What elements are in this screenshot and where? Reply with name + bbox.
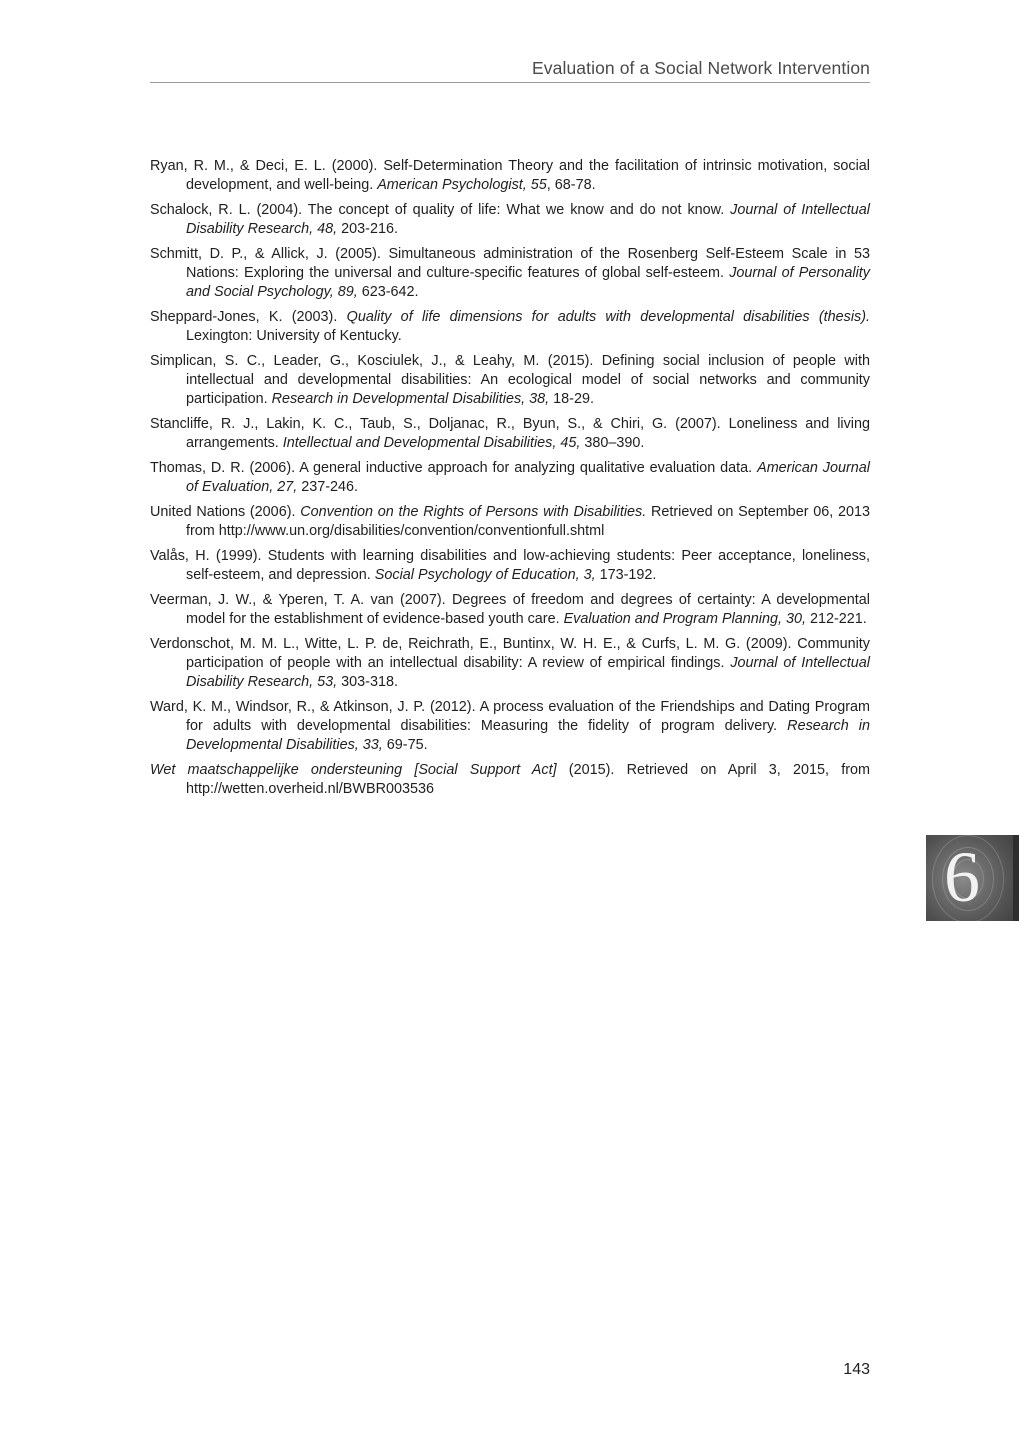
reference-text: Ward, K. M., Windsor, R., & Atkinson, J. P. (2012). A process evaluation of the Friendships and Dating Program for adults with developmental disabilities: Measuring the fidelity of program delivery. xyxy=(150,699,870,734)
reference-text: Schmitt, D. P., & Allick, J. (2005). Simultaneous administration of the Rosenberg Self-Esteem Scale in 53 Nations: Exploring the universal and culture-specific features of global self-esteem. xyxy=(150,246,870,281)
reference-source: Journal of Intellectual Disability Research, 53, xyxy=(186,655,871,690)
running-header: Evaluation of a Social Network Intervention xyxy=(532,58,870,78)
reference-source: Convention on the Rights of Persons with Disabilities. xyxy=(300,504,647,520)
page-number: 143 xyxy=(843,1361,870,1378)
reference-schalock-2004 xyxy=(150,201,870,239)
reference-wmo-2015 xyxy=(150,761,870,799)
reference-text: Stancliffe, R. J., Lakin, K. C., Taub, S., Doljanac, R., Byun, S., & Chiri, G. (2007). Loneliness and living arrangements. xyxy=(150,416,870,451)
reference-pages: 380–390. xyxy=(580,435,645,451)
reference-source: Social Psychology of Education, 3, xyxy=(374,567,596,583)
reference-verdonschot-2009 xyxy=(150,635,870,692)
reference-text: Simplican, S. C., Leader, G., Kosciulek, J., & Leahy, M. (2015). Defining social inclusion of people with intellectual and developmental disabilities: An ecological model of social networks and community participation. xyxy=(150,353,870,407)
reference-source: Journal of Intellectual Disability Research, 48, xyxy=(186,202,870,237)
chapter-number: 6 xyxy=(944,837,980,917)
tab-edge xyxy=(1013,835,1019,921)
reference-schmitt-allick-2005 xyxy=(150,245,870,302)
reference-source: Wet maatschappelijke ondersteuning [Social Support Act] xyxy=(150,762,557,778)
reference-text: Sheppard-Jones, K. (2003). xyxy=(150,309,347,325)
reference-pages: 18-29. xyxy=(549,391,594,407)
reference-text: Ryan, R. M., & Deci, E. L. (2000). Self-Determination Theory and the facilitation of intrinsic motivation, social development, and well-being. xyxy=(150,158,870,193)
reference-pages: (2015). Retrieved on April 3, 2015, from http://wetten.overheid.nl/BWBR003536 xyxy=(186,762,870,797)
reference-pages: 303-318. xyxy=(337,674,398,690)
reference-valas-1999 xyxy=(150,547,870,585)
reference-source: Research in Developmental Disabilities, 38, xyxy=(271,391,550,407)
reference-source: Evaluation and Program Planning, 30, xyxy=(563,611,806,627)
reference-thomas-2006 xyxy=(150,459,870,497)
reference-text: Veerman, J. W., & Yperen, T. A. van (2007). Degrees of freedom and degrees of certainty: A developmental model for the establishment of evidence-based youth care. xyxy=(150,592,870,627)
reference-text: Verdonschot, M. M. L., Witte, L. P. de, Reichrath, E., Buntinx, W. H. E., & Curfs, L. M. G. (2009). Community participation of people with an intellectual disability: A review of empirical findings. xyxy=(150,636,870,671)
reference-pages: 69-75. xyxy=(382,737,428,753)
reference-text: United Nations (2006). xyxy=(150,504,301,520)
reference-source: Journal of Personality and Social Psychology, 89, xyxy=(186,265,870,300)
reference-simplican-2015 xyxy=(150,352,870,409)
reference-pages: 237-246. xyxy=(297,479,359,495)
reference-text: Thomas, D. R. (2006). A general inductive approach for analyzing qualitative evaluation data. xyxy=(150,460,758,476)
chapter-tab xyxy=(926,835,1019,921)
header-rule xyxy=(150,82,870,83)
reference-pages: Retrieved on September 06, 2013 from http://www.un.org/disabilities/convention/conventionfull.shtml xyxy=(186,504,870,539)
reference-source: Quality of life dimensions for adults with developmental disabilities (thesis). xyxy=(346,309,870,325)
reference-pages: 212-221. xyxy=(805,611,867,627)
reference-source: Research in Developmental Disabilities, 33, xyxy=(186,718,870,753)
reference-united-nations-2006 xyxy=(150,503,870,541)
reference-text: Valås, H. (1999). Students with learning disabilities and low-achieving students: Peer acceptance, loneliness, self-esteem, and depression. xyxy=(150,548,870,583)
reference-pages: 203-216. xyxy=(337,221,398,237)
reference-pages: 173-192. xyxy=(595,567,657,583)
reference-ward-2012 xyxy=(150,698,870,755)
reference-list xyxy=(150,157,870,805)
reference-pages: Lexington: University of Kentucky. xyxy=(186,328,402,344)
reference-source: American Journal of Evaluation, 27, xyxy=(186,460,870,495)
reference-text: Schalock, R. L. (2004). The concept of quality of life: What we know and do not know. xyxy=(150,202,731,218)
reference-sheppard-jones-2003 xyxy=(150,308,870,346)
reference-veerman-2007 xyxy=(150,591,870,629)
reference-source: American Psychologist, 55 xyxy=(377,177,547,193)
reference-stancliffe-2007 xyxy=(150,415,870,453)
reference-pages: , 68-78. xyxy=(546,177,596,193)
reference-source: Intellectual and Developmental Disabilities, 45, xyxy=(282,435,581,451)
reference-pages: 623-642. xyxy=(357,284,419,300)
reference-ryan-deci-2000 xyxy=(150,157,870,195)
